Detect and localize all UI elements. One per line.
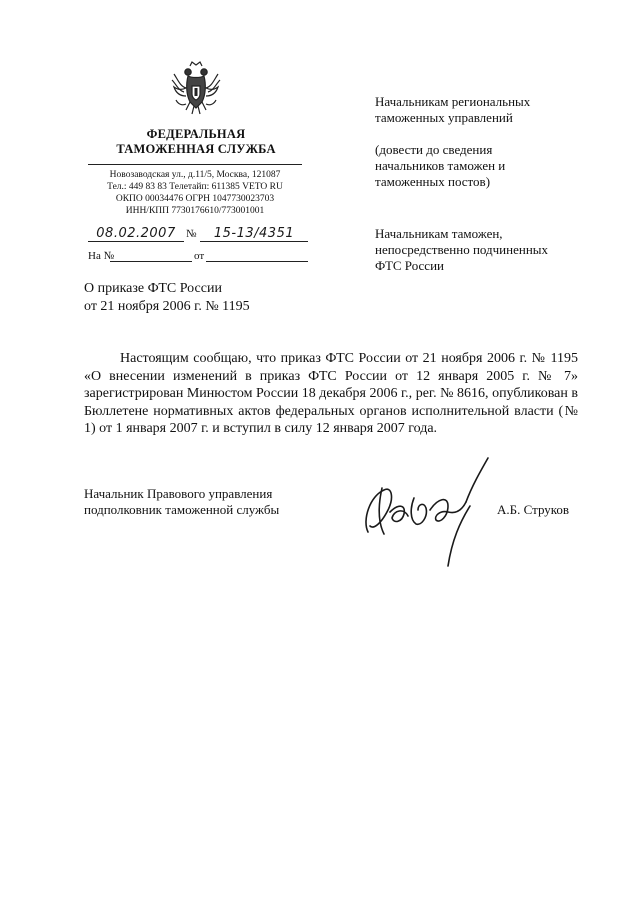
reference-date-blank [206,261,308,262]
addressee-regional [375,94,575,126]
addressee-regional-line2: таможенных управлений [375,110,513,125]
addressee-note-line1: (довести до сведения [375,142,493,157]
subject-line2: от 21 ноября 2006 г. № 1195 [84,299,250,314]
registration-number-label: № [186,228,197,240]
signatory-name: А.Б. Струков [497,502,570,517]
addressee-note [375,142,575,190]
reference-date-label: от [194,250,205,262]
addressee-note-line2: начальников таможен и [375,158,506,173]
subject-line1: О приказе ФТС России [84,281,222,296]
addressee-customs-line2: непосредственно подчиненных [375,242,549,257]
organization-phones: Тел.: 449 83 83 Телетайп: 611385 VETO RU [107,182,283,192]
letterhead-divider [88,164,302,165]
organization-address: Новозаводская ул., д.11/5, Москва, 121087 [109,170,281,180]
organization-name-line2: ТАМОЖЕННАЯ СЛУЖБА [116,142,276,156]
organization-inn-kpp: ИНН/КПП 7730176610/773001001 [125,206,265,216]
organization-name-line1: ФЕДЕРАЛЬНАЯ [146,127,246,141]
signatory-position-line1: Начальник Правового управления [84,486,273,501]
signatory-position [84,486,344,518]
reference-number-label: На № [88,250,115,262]
registration-line [88,226,310,246]
registration-date: 08.02.2007 [88,226,184,242]
addressee-note-line3: таможенных постов) [375,174,491,189]
reference-line [88,250,310,268]
addressee-customs [375,226,575,274]
organization-details [88,169,302,217]
letter-body: Настоящим сообщаю, что приказ ФТС России от 21 ноября 2006 г. № 1195 «О внесении изменений в приказ ФТС России от 12 января 2005 г. № 7» зарегистрирован Минюстом России 18 декабря 2006 г., рег. № 8616, опубликован в Бюллетене нормативных актов федеральных органов исполнительной власти (№ 1) от 1 января 2007 г. и вступил в силу 12 января 2007 года. [84,351,578,437]
letter-subject [84,280,324,316]
signatory-position-line2: подполковник таможенной службы [84,502,280,517]
organization-okpo-ogrn: ОКПО 00034476 ОГРН 1047730023703 [115,194,275,204]
double-headed-eagle-icon [168,60,224,118]
addressee-customs-line3: ФТС России [375,258,444,273]
organization-name [90,127,302,157]
handwritten-signature [348,450,498,570]
addressee-customs-line1: Начальникам таможен, [375,226,503,241]
registration-number: 15-13/4351 [200,226,308,242]
addressee-regional-line1: Начальникам региональных [375,94,531,109]
